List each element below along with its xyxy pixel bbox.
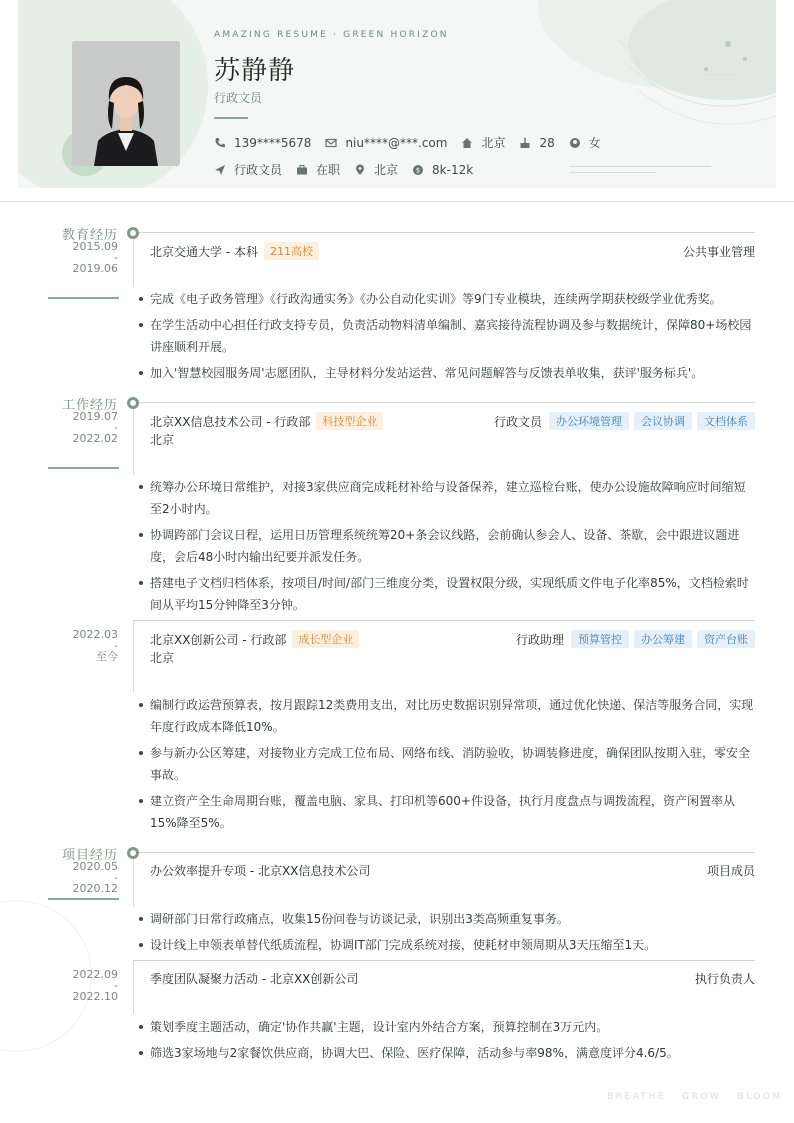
home-icon bbox=[461, 137, 473, 149]
svg-text:$: $ bbox=[415, 166, 421, 175]
work1-company-text: 北京XX信息技术公司 - 行政部 bbox=[150, 414, 311, 429]
send-icon bbox=[214, 164, 226, 176]
decorative-dot bbox=[704, 67, 708, 71]
target-position-item bbox=[214, 161, 282, 178]
edu-badge: 211高校 bbox=[264, 242, 319, 260]
status-item bbox=[296, 161, 340, 178]
decorative-dot bbox=[743, 57, 747, 61]
work2-date-start: 2022.03 bbox=[72, 628, 118, 641]
edu-bullet: 完成《电子政务管理》《行政沟通实务》《办公自动化实训》等9门专业模块，连续两学期获校级学业优秀奖。 bbox=[150, 288, 755, 310]
section-underline bbox=[48, 467, 119, 469]
proj1-date-start: 2020.05 bbox=[72, 860, 118, 873]
proj2-date-start: 2022.09 bbox=[72, 968, 118, 981]
work1-city: 北京 bbox=[150, 433, 175, 447]
work1-bullet: 协调跨部门会议日程，运用日历管理系统统筹20+条会议线路，会前确认参会人、设备、茶歇，会中跟进议题进度，会后48小时内输出纪要并派发任务。 bbox=[150, 524, 755, 568]
work2-bullet: 参与新办公区筹建，对接物业方完成工位布局、网络布线、消防验收，协调装修进度，确保团队按期入驻，零安全事故。 bbox=[150, 742, 755, 786]
briefcase-icon bbox=[296, 164, 308, 176]
work1-tag: 会议协调 bbox=[634, 412, 692, 430]
edu-bullet: 在学生活动中心担任行政支持专员，负责活动物料清单编制、嘉宾接待流程协调及参与数据统计，保障80+场校园讲座顺利开展。 bbox=[150, 314, 755, 358]
work2-position: 行政助理 bbox=[515, 632, 564, 647]
work2-bullet: 编制行政运营预算表，按月跟踪12类费用支出，对比历史数据识别异常项，通过优化快递、保洁等服务合同，实现年度行政成本降低10%。 bbox=[150, 694, 755, 738]
wave-decoration bbox=[578, 20, 776, 140]
email-text: niu****@***.com bbox=[345, 135, 448, 150]
phone-text: 139****5678 bbox=[234, 135, 312, 150]
cake-icon bbox=[519, 137, 531, 149]
work1-position: 行政文员 bbox=[493, 414, 542, 429]
proj1-role: 项目成员 bbox=[706, 864, 755, 878]
work2-date-end: 至今 bbox=[96, 650, 118, 663]
proj1-bullet: 设计线上申领表单替代纸质流程，协调IT部门完成系统对接，使耗材申领周期从3天压缩至1天。 bbox=[150, 934, 755, 956]
work1-bullet: 搭建电子文档归档体系，按项目/时间/部门三维度分类，设置权限分级，实现纸质文件电子化率85%，文档检索时间从平均15分钟降至3分钟。 bbox=[150, 572, 755, 616]
target-city-text: 北京 bbox=[374, 163, 399, 177]
work1-date-start: 2019.07 bbox=[72, 410, 118, 423]
age-text: 28 bbox=[539, 135, 555, 150]
proj1-bullet: 调研部门日常行政痛点，收集15份问卷与访谈记录，识别出3类高频重复事务。 bbox=[150, 908, 755, 930]
salary-text: 8k-12k bbox=[432, 162, 474, 177]
work1-position-group bbox=[494, 412, 755, 430]
proj1-name: 办公效率提升专项 - 北京XX信息技术公司 bbox=[150, 864, 371, 878]
work1-tag: 办公环境管理 bbox=[549, 412, 629, 430]
section-title-projects: 项目经历 bbox=[61, 848, 118, 863]
proj2-bullet: 筛选3家场地与2家餐饮供应商，协调大巴、保险、医疗保障，活动参与率98%，满意度评分4.6/5。 bbox=[150, 1042, 755, 1064]
proj2-date-sep: - bbox=[114, 979, 118, 992]
work1-date-end: 2022.02 bbox=[72, 432, 118, 445]
status-text: 在职 bbox=[316, 163, 341, 177]
candidate-name: 苏静静 bbox=[214, 56, 296, 86]
target-city-item bbox=[354, 161, 398, 178]
age-item bbox=[519, 136, 554, 150]
work1-badge: 科技型企业 bbox=[316, 412, 383, 430]
work2-badge: 成长型企业 bbox=[292, 630, 359, 648]
decorative-dot bbox=[725, 41, 731, 47]
section-underline bbox=[48, 297, 119, 299]
gender-text: 女 bbox=[588, 136, 601, 150]
entry-rule bbox=[133, 960, 755, 961]
header-separator bbox=[0, 201, 794, 202]
section-underline bbox=[48, 898, 119, 900]
email-item bbox=[325, 136, 447, 150]
edu-school-text: 北京交通大学 - 本科 bbox=[150, 244, 258, 259]
contact-info-row bbox=[214, 134, 615, 151]
timeline-marker bbox=[127, 847, 139, 859]
proj2-role: 执行负责人 bbox=[694, 972, 755, 986]
role-underline bbox=[214, 117, 248, 119]
edu-bullet: 加入'智慧校园服务周'志愿团队，主导材料分发站运营、常见问题解答与反馈表单收集，获评'服务标兵'。 bbox=[150, 362, 755, 384]
work2-bullet: 建立资产全生命周期台账，覆盖电脑、家具、打印机等600+件设备，执行月度盘点与调拨流程，资产闲置率从15%降至5%。 bbox=[150, 790, 755, 834]
work2-city: 北京 bbox=[150, 651, 175, 665]
edu-school bbox=[150, 242, 319, 260]
work2-date-sep: - bbox=[114, 639, 118, 652]
section-rule bbox=[139, 232, 755, 233]
decorative-line bbox=[570, 172, 656, 173]
work1-tag: 文档体系 bbox=[697, 412, 755, 430]
work2-company-text: 北京XX创新公司 - 行政部 bbox=[150, 632, 287, 647]
work2-position-group bbox=[516, 630, 755, 648]
mail-icon bbox=[325, 137, 337, 149]
timeline-line bbox=[133, 859, 134, 907]
edu-date-sep: - bbox=[114, 251, 118, 264]
salary-icon bbox=[412, 164, 424, 176]
work1-company bbox=[150, 412, 383, 430]
timeline-line bbox=[133, 960, 134, 1014]
profile-photo bbox=[72, 41, 180, 166]
gender-item bbox=[569, 134, 601, 151]
work2-tag: 预算管控 bbox=[571, 630, 629, 648]
proj1-date-end: 2020.12 bbox=[72, 882, 118, 895]
candidate-role: 行政文员 bbox=[214, 91, 263, 105]
gender-icon bbox=[569, 137, 581, 149]
work1-bullet: 统筹办公环境日常维护，对接3家供应商完成耗材补给与设备保养，建立巡检台账，使办公设施故障响应时间缩短至2小时内。 bbox=[150, 476, 755, 520]
proj2-name: 季度团队凝聚力活动 - 北京XX创新公司 bbox=[150, 972, 359, 986]
proj2-bullet: 策划季度主题活动，确定'协作共赢'主题，设计室内外结合方案，预算控制在3万元内。 bbox=[150, 1016, 755, 1038]
edu-date-start: 2015.09 bbox=[72, 240, 118, 253]
section-rule bbox=[139, 402, 755, 403]
target-position-text: 行政文员 bbox=[234, 163, 283, 177]
phone-icon bbox=[214, 137, 226, 149]
work2-tag: 办公筹建 bbox=[634, 630, 692, 648]
edu-major: 公共事业管理 bbox=[682, 245, 755, 259]
section-title-education: 教育经历 bbox=[61, 228, 118, 243]
salary-item bbox=[412, 163, 473, 177]
home-item bbox=[461, 134, 505, 151]
work2-company bbox=[150, 630, 359, 648]
location-icon bbox=[354, 164, 366, 176]
section-rule bbox=[139, 852, 755, 853]
section-title-work: 工作经历 bbox=[61, 398, 118, 413]
decorative-line bbox=[570, 166, 711, 167]
proj2-date-end: 2022.10 bbox=[72, 990, 118, 1003]
edu-date-end: 2019.06 bbox=[72, 262, 118, 275]
proj1-date-sep: - bbox=[114, 871, 118, 884]
work2-tag: 资产台账 bbox=[697, 630, 755, 648]
work1-date-sep: - bbox=[114, 421, 118, 434]
tagline: AMAZING RESUME · GREEN HORIZON bbox=[214, 30, 449, 40]
timeline-marker bbox=[127, 227, 139, 239]
home-text: 北京 bbox=[481, 136, 506, 150]
job-info-row bbox=[214, 161, 487, 178]
timeline-line bbox=[133, 239, 134, 287]
timeline-line bbox=[133, 409, 134, 475]
footer-motto: BREATHE · GROW · BLOOM bbox=[607, 1092, 783, 1102]
timeline-marker bbox=[127, 397, 139, 409]
timeline-line bbox=[133, 620, 134, 692]
entry-rule bbox=[133, 620, 755, 621]
phone-item bbox=[214, 136, 311, 150]
